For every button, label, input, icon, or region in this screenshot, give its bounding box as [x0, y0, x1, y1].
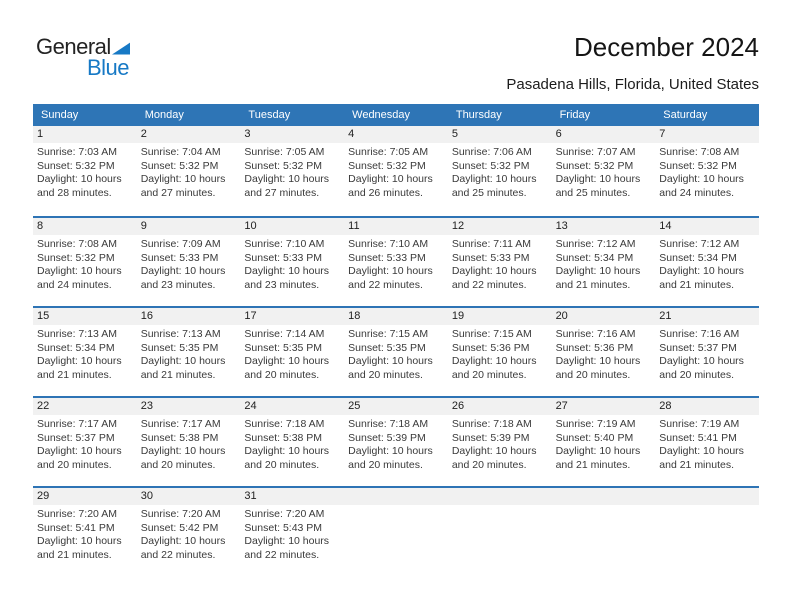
sunset-text: Sunset: 5:40 PM — [555, 431, 634, 444]
daylight-text: Daylight: 10 hours and 20 minutes. — [348, 355, 433, 381]
day-number: 2 — [137, 126, 241, 143]
day-details — [137, 143, 241, 200]
day-cell — [448, 126, 552, 216]
sunrise-text: Sunrise: 7:04 AM — [140, 146, 221, 158]
day-cell — [344, 488, 448, 576]
day-details — [655, 235, 759, 292]
day-details — [33, 415, 137, 472]
sunset-text: Sunset: 5:34 PM — [659, 251, 737, 264]
sunset-text: Sunset: 5:34 PM — [37, 341, 115, 354]
day-number: 16 — [137, 308, 241, 325]
day-cell — [448, 398, 552, 486]
day-cell — [33, 126, 137, 216]
daylight-text: Daylight: 10 hours and 20 minutes. — [37, 445, 122, 471]
day-details — [240, 505, 344, 562]
daylight-text: Daylight: 10 hours and 22 minutes. — [244, 535, 330, 561]
day-number: 3 — [240, 126, 344, 143]
daylight-text: Daylight: 10 hours and 24 minutes. — [659, 173, 744, 199]
day-number: 9 — [137, 218, 241, 235]
sunrise-text: Sunrise: 7:03 AM — [37, 146, 117, 158]
sunset-text: Sunset: 5:33 PM — [244, 251, 323, 264]
sunset-text: Sunset: 5:32 PM — [37, 159, 115, 172]
sunset-text: Sunset: 5:41 PM — [659, 431, 737, 444]
daylight-text: Daylight: 10 hours and 20 minutes. — [451, 355, 537, 381]
day-number: 19 — [448, 308, 552, 325]
daylight-text: Daylight: 10 hours and 20 minutes. — [348, 445, 433, 471]
daylight-text: Daylight: 10 hours and 23 minutes. — [140, 265, 226, 291]
sunset-text: Sunset: 5:41 PM — [37, 521, 115, 534]
sunrise-text: Sunrise: 7:07 AM — [555, 146, 636, 158]
sunset-text: Sunset: 5:32 PM — [659, 159, 737, 172]
day-cell — [552, 488, 656, 576]
day-details — [552, 325, 656, 382]
day-cell — [552, 126, 656, 216]
sunrise-text: Sunrise: 7:12 AM — [555, 238, 636, 250]
day-cell — [240, 308, 344, 396]
day-number: 31 — [240, 488, 344, 505]
day-number: 10 — [240, 218, 344, 235]
day-cell — [655, 126, 759, 216]
day-number: 29 — [33, 488, 137, 505]
sunset-text: Sunset: 5:37 PM — [659, 341, 737, 354]
day-cell — [137, 308, 241, 396]
daylight-text: Daylight: 10 hours and 26 minutes. — [348, 173, 433, 199]
sunrise-text: Sunrise: 7:16 AM — [555, 328, 636, 340]
day-details — [344, 325, 448, 382]
sunset-text: Sunset: 5:32 PM — [37, 251, 115, 264]
weekday-label: Friday — [559, 109, 591, 121]
sunset-text: Sunset: 5:35 PM — [348, 341, 426, 354]
sunset-text: Sunset: 5:32 PM — [348, 159, 426, 172]
sunrise-text: Sunrise: 7:17 AM — [140, 418, 221, 430]
day-details — [33, 143, 137, 200]
sunrise-text: Sunrise: 7:16 AM — [659, 328, 740, 340]
sunrise-text: Sunrise: 7:15 AM — [348, 328, 429, 340]
day-cell — [137, 488, 241, 576]
page-subtitle: Pasadena Hills, Florida, United States — [506, 76, 759, 93]
daylight-text: Daylight: 10 hours and 21 minutes. — [555, 265, 641, 291]
day-cell — [137, 398, 241, 486]
day-details — [137, 325, 241, 382]
daylight-text: Daylight: 10 hours and 23 minutes. — [244, 265, 330, 291]
day-number: 24 — [240, 398, 344, 415]
sunset-text: Sunset: 5:32 PM — [451, 159, 530, 172]
sunrise-text: Sunrise: 7:20 AM — [140, 508, 221, 520]
day-cell — [655, 218, 759, 306]
day-details — [655, 415, 759, 472]
day-number — [655, 488, 759, 505]
day-details — [655, 143, 759, 200]
daylight-text: Daylight: 10 hours and 28 minutes. — [37, 173, 122, 199]
day-number: 6 — [552, 126, 656, 143]
daylight-text: Daylight: 10 hours and 21 minutes. — [659, 265, 744, 291]
general-blue-logo — [36, 36, 130, 78]
daylight-text: Daylight: 10 hours and 22 minutes. — [451, 265, 537, 291]
day-details — [137, 235, 241, 292]
day-cell — [240, 126, 344, 216]
daylight-text: Daylight: 10 hours and 20 minutes. — [140, 445, 226, 471]
day-details — [33, 235, 137, 292]
day-details — [655, 325, 759, 382]
daylight-text: Daylight: 10 hours and 21 minutes. — [37, 535, 122, 561]
day-cell — [33, 308, 137, 396]
sunrise-text: Sunrise: 7:19 AM — [659, 418, 740, 430]
day-number: 11 — [344, 218, 448, 235]
day-details — [344, 415, 448, 472]
day-cell — [552, 398, 656, 486]
daylight-text: Daylight: 10 hours and 20 minutes. — [555, 355, 641, 381]
sunset-text: Sunset: 5:33 PM — [348, 251, 426, 264]
sunset-text: Sunset: 5:42 PM — [140, 521, 219, 534]
sunset-text: Sunset: 5:35 PM — [244, 341, 323, 354]
sunrise-text: Sunrise: 7:13 AM — [140, 328, 221, 340]
week-row — [33, 396, 759, 486]
sunrise-text: Sunrise: 7:08 AM — [659, 146, 740, 158]
sunset-text: Sunset: 5:39 PM — [348, 431, 426, 444]
sunrise-text: Sunrise: 7:05 AM — [244, 146, 325, 158]
day-number: 4 — [344, 126, 448, 143]
daylight-text: Daylight: 10 hours and 25 minutes. — [451, 173, 537, 199]
daylight-text: Daylight: 10 hours and 21 minutes. — [140, 355, 226, 381]
daylight-text: Daylight: 10 hours and 20 minutes. — [451, 445, 537, 471]
day-details — [137, 505, 241, 562]
daylight-text: Daylight: 10 hours and 27 minutes. — [140, 173, 226, 199]
daylight-text: Daylight: 10 hours and 20 minutes. — [244, 445, 330, 471]
day-details — [552, 143, 656, 200]
day-number: 28 — [655, 398, 759, 415]
day-number: 20 — [552, 308, 656, 325]
day-details — [344, 235, 448, 292]
daylight-text: Daylight: 10 hours and 21 minutes. — [555, 445, 641, 471]
day-details — [137, 415, 241, 472]
day-cell — [137, 126, 241, 216]
sunrise-text: Sunrise: 7:08 AM — [37, 238, 117, 250]
week-row — [33, 486, 759, 576]
day-number: 22 — [33, 398, 137, 415]
day-details — [240, 143, 344, 200]
sunrise-text: Sunrise: 7:09 AM — [140, 238, 221, 250]
day-cell — [240, 488, 344, 576]
sunrise-text: Sunrise: 7:15 AM — [451, 328, 532, 340]
weekday-label: Wednesday — [352, 109, 411, 121]
daylight-text: Daylight: 10 hours and 27 minutes. — [244, 173, 330, 199]
sunrise-text: Sunrise: 7:18 AM — [451, 418, 532, 430]
calendar-table — [33, 104, 759, 576]
daylight-text: Daylight: 10 hours and 20 minutes. — [659, 355, 744, 381]
sunrise-text: Sunrise: 7:06 AM — [451, 146, 532, 158]
sunrise-text: Sunrise: 7:20 AM — [244, 508, 325, 520]
day-number: 7 — [655, 126, 759, 143]
day-number: 26 — [448, 398, 552, 415]
sunset-text: Sunset: 5:39 PM — [451, 431, 530, 444]
weekday-header-row — [33, 104, 759, 126]
day-number: 30 — [137, 488, 241, 505]
sunset-text: Sunset: 5:34 PM — [555, 251, 634, 264]
day-number: 17 — [240, 308, 344, 325]
day-cell — [240, 218, 344, 306]
day-cell — [552, 218, 656, 306]
day-details — [552, 415, 656, 472]
day-cell — [655, 308, 759, 396]
day-cell — [33, 218, 137, 306]
day-details — [448, 143, 552, 200]
sunrise-text: Sunrise: 7:14 AM — [244, 328, 325, 340]
day-cell — [655, 398, 759, 486]
sunset-text: Sunset: 5:43 PM — [244, 521, 323, 534]
day-details — [448, 415, 552, 472]
sunset-text: Sunset: 5:32 PM — [140, 159, 219, 172]
week-row — [33, 216, 759, 306]
sunset-text: Sunset: 5:36 PM — [555, 341, 634, 354]
sunset-text: Sunset: 5:32 PM — [244, 159, 323, 172]
sunrise-text: Sunrise: 7:18 AM — [348, 418, 429, 430]
sunrise-text: Sunrise: 7:10 AM — [348, 238, 429, 250]
day-cell — [448, 218, 552, 306]
day-cell — [344, 126, 448, 216]
day-number: 21 — [655, 308, 759, 325]
day-number — [552, 488, 656, 505]
sunrise-text: Sunrise: 7:20 AM — [37, 508, 117, 520]
day-details — [448, 235, 552, 292]
day-number: 12 — [448, 218, 552, 235]
day-details — [448, 325, 552, 382]
sunset-text: Sunset: 5:38 PM — [140, 431, 219, 444]
day-details — [552, 235, 656, 292]
sunrise-text: Sunrise: 7:11 AM — [451, 238, 532, 250]
day-details — [33, 325, 137, 382]
calendar-grid — [33, 126, 759, 576]
day-cell — [655, 488, 759, 576]
day-cell — [448, 488, 552, 576]
day-number: 8 — [33, 218, 137, 235]
sunrise-text: Sunrise: 7:18 AM — [244, 418, 325, 430]
day-number: 5 — [448, 126, 552, 143]
day-number: 18 — [344, 308, 448, 325]
sunrise-text: Sunrise: 7:05 AM — [348, 146, 429, 158]
weekday-label: Monday — [144, 109, 184, 121]
week-row — [33, 126, 759, 216]
day-cell — [240, 398, 344, 486]
weekday-label: Saturday — [663, 109, 708, 121]
day-number: 1 — [33, 126, 137, 143]
weekday-label: Sunday — [41, 109, 79, 121]
day-number: 14 — [655, 218, 759, 235]
sunrise-text: Sunrise: 7:12 AM — [659, 238, 740, 250]
day-cell — [33, 488, 137, 576]
logo-word-blue: Blue — [86, 55, 129, 80]
day-number — [448, 488, 552, 505]
page-title: December 2024 — [574, 32, 759, 62]
week-row — [33, 306, 759, 396]
header-titles — [506, 32, 759, 94]
day-cell — [448, 308, 552, 396]
day-details — [33, 505, 137, 562]
sunrise-text: Sunrise: 7:17 AM — [37, 418, 117, 430]
daylight-text: Daylight: 10 hours and 21 minutes. — [659, 445, 744, 471]
day-details — [240, 415, 344, 472]
logo-word-general: General — [36, 34, 111, 59]
day-cell — [344, 308, 448, 396]
day-details — [344, 143, 448, 200]
day-number — [344, 488, 448, 505]
sunrise-text: Sunrise: 7:19 AM — [555, 418, 636, 430]
daylight-text: Daylight: 10 hours and 25 minutes. — [555, 173, 641, 199]
day-details — [240, 325, 344, 382]
day-number: 25 — [344, 398, 448, 415]
sunset-text: Sunset: 5:35 PM — [140, 341, 219, 354]
weekday-label: Thursday — [455, 109, 502, 121]
day-number: 23 — [137, 398, 241, 415]
sunset-text: Sunset: 5:33 PM — [140, 251, 219, 264]
day-cell — [552, 308, 656, 396]
sunset-text: Sunset: 5:33 PM — [451, 251, 530, 264]
sunset-text: Sunset: 5:32 PM — [555, 159, 634, 172]
daylight-text: Daylight: 10 hours and 24 minutes. — [37, 265, 122, 291]
day-cell — [344, 398, 448, 486]
daylight-text: Daylight: 10 hours and 20 minutes. — [244, 355, 330, 381]
daylight-text: Daylight: 10 hours and 21 minutes. — [37, 355, 122, 381]
daylight-text: Daylight: 10 hours and 22 minutes. — [140, 535, 226, 561]
sunrise-text: Sunrise: 7:10 AM — [244, 238, 325, 250]
day-cell — [137, 218, 241, 306]
day-number: 13 — [552, 218, 656, 235]
day-number: 15 — [33, 308, 137, 325]
sunset-text: Sunset: 5:36 PM — [451, 341, 530, 354]
day-details — [240, 235, 344, 292]
sunset-text: Sunset: 5:37 PM — [37, 431, 115, 444]
day-number: 27 — [552, 398, 656, 415]
sunset-text: Sunset: 5:38 PM — [244, 431, 323, 444]
day-cell — [33, 398, 137, 486]
day-cell — [344, 218, 448, 306]
weekday-label: Tuesday — [248, 109, 291, 121]
sunrise-text: Sunrise: 7:13 AM — [37, 328, 117, 340]
daylight-text: Daylight: 10 hours and 22 minutes. — [348, 265, 433, 291]
